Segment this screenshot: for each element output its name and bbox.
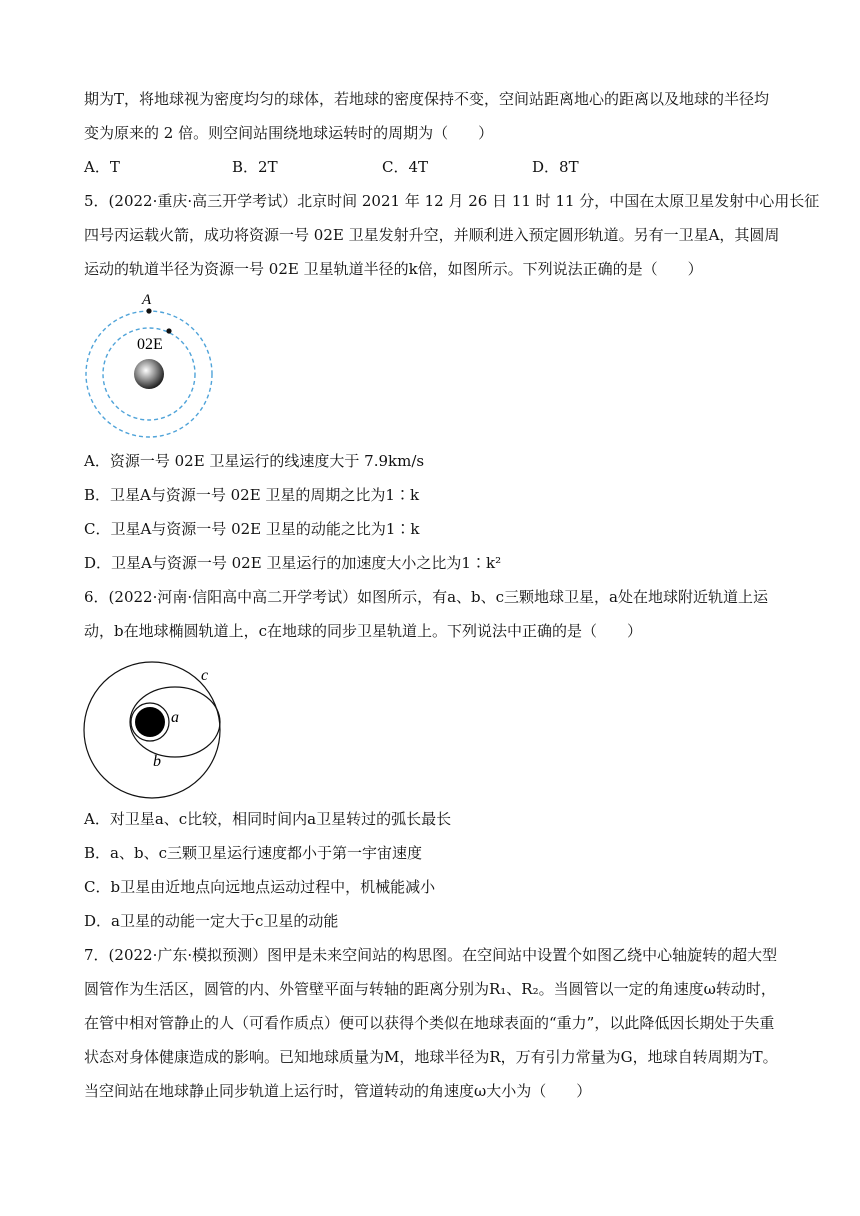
q4-text-line1: 期为T，将地球视为密度均匀的球体，若地球的密度保持不变，空间站距离地心的距离以及地球的半径均 [84,90,770,108]
q6-option-c: C．b卫星由近地点向远地点运动过程中，机械能减小 [84,878,436,896]
label-b: b [153,753,161,770]
q6-option-a: A．对卫星a、c比较，相同时间内a卫星转过的弧长最长 [84,810,452,828]
q5-text-line1: 5．(2022·重庆·高三开学考试）北京时间 2021 年 12 月 26 日 11 时 11 分，中国在太原卫星发射中心用长征 [84,192,820,210]
q5-text-line2: 四号丙运载火箭，成功将资源一号 02E 卫星发射升空，并顺利进入预定圆形轨道。另有一卫星A，其圆周 [84,226,780,244]
label-a: A [142,292,152,308]
q7-text-line2: 圆管作为生活区，圆管的内、外管壁平面与转轴的距离分别为R₁、R₂。当圆管以一定的角速度ω转动时， [84,980,776,998]
q5-option-b: B．卫星A与资源一号 02E 卫星的周期之比为1∶k [84,486,420,504]
satellite-02e-dot [166,328,171,333]
q5-option-d: D．卫星A与资源一号 02E 卫星运行的加速度大小之比为1∶k² [84,554,502,572]
earth-sphere [134,359,164,389]
q6-orbit-figure [80,660,230,800]
q4-option-b: B．2T [232,158,278,176]
label-02e: 02E [137,336,163,353]
q5-option-c: C．卫星A与资源一号 02E 卫星的动能之比为1∶k [84,520,420,538]
q6-text-line1: 6．(2022·河南·信阳高中高二开学考试）如图所示，有a、b、c三颗地球卫星，a处在地球附近轨道上运 [84,588,768,606]
q7-text-line3: 在管中相对管静止的人（可看作质点）便可以获得个类似在地球表面的“重力”，以此降低因长期处于失重 [84,1014,775,1032]
q5-option-a: A．资源一号 02E 卫星运行的线速度大于 7.9km/s [84,452,425,470]
q6-text-line2: 动，b在地球椭圆轨道上，c在地球的同步卫星轨道上。下列说法中正确的是（ ） [84,622,643,640]
q6-option-d: D．a卫星的动能一定大于c卫星的动能 [84,912,339,930]
satellite-a-dot [146,308,151,313]
q7-text-line4: 状态对身体健康造成的影响。已知地球质量为M，地球半径为R，万有引力常量为G，地球自转周期为T。 [84,1048,778,1066]
q6-option-b: B．a、b、c三颗卫星运行速度都小于第一宇宙速度 [84,844,422,862]
earth [135,707,165,737]
q7-text-line1: 7．(2022·广东·模拟预测）图甲是未来空间站的构思图。在空间站中设置个如图乙绕中心轴旋转的超大型 [84,946,778,964]
label-a: a [171,709,179,726]
q7-text-line5: 当空间站在地球静止同步轨道上运行时，管道转动的角速度ω大小为（ ） [84,1082,592,1100]
q4-text-line2: 变为原来的 2 倍。则空间站围绕地球运转时的周期为（ ） [84,124,494,142]
q4-option-a: A．T [84,158,120,176]
q4-option-d: D．8T [532,158,579,176]
q4-option-c: C．4T [382,158,429,176]
label-c: c [201,667,209,684]
q5-orbit-figure [80,288,220,438]
q5-text-line3: 运动的轨道半径为资源一号 02E 卫星轨道半径的k倍，如图所示。下列说法正确的是（ ） [84,260,703,278]
